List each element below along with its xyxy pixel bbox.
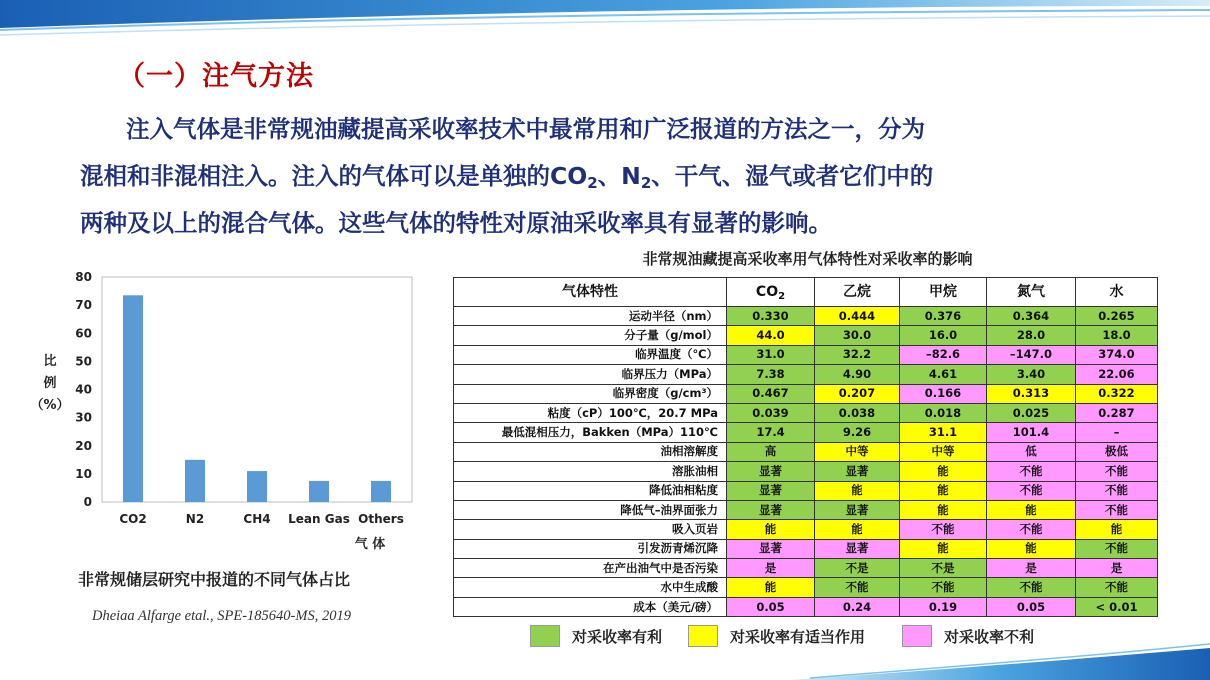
cell-water: 是 [1076, 559, 1158, 578]
bar-co2 [123, 295, 143, 502]
cell-ethane: 显著 [815, 539, 900, 558]
cell-nitrogen: 低 [987, 442, 1076, 461]
cell-water: 18.0 [1076, 326, 1158, 345]
header-water: 水 [1076, 278, 1158, 307]
cell-ethane: 中等 [815, 442, 900, 461]
header-nitrogen: 氮气 [987, 278, 1076, 307]
table-row [454, 307, 1158, 326]
table-row [454, 462, 1158, 481]
row-label: 在产出油气中是否污染 [454, 559, 727, 578]
cell-methane: 0.166 [900, 384, 987, 403]
cell-co2: 是 [727, 559, 815, 578]
y-tick-label: 60 [75, 326, 92, 341]
cell-ethane: 能 [815, 481, 900, 500]
cell-methane: 能 [900, 500, 987, 519]
cell-water: 22.06 [1076, 365, 1158, 384]
bar-n2 [185, 460, 205, 502]
cell-water: 不能 [1076, 539, 1158, 558]
chart-caption: 非常规储层研究中报道的不同气体占比 [78, 570, 351, 589]
bar-others [371, 481, 391, 502]
table-row [454, 520, 1158, 539]
cell-co2: 能 [727, 578, 815, 597]
cell-methane: –82.6 [900, 345, 987, 364]
cell-methane: 4.61 [900, 365, 987, 384]
row-label: 油相溶解度 [454, 442, 727, 461]
cell-nitrogen: 能 [987, 539, 1076, 558]
x-tick-label: N2 [185, 512, 205, 526]
cell-ethane: 9.26 [815, 423, 900, 442]
cell-ethane: 0.24 [815, 597, 900, 616]
bar-lean-gas [309, 481, 329, 502]
row-label: 降低油相粘度 [454, 481, 727, 500]
y-axis-label: （%） [30, 398, 70, 413]
y-tick-label: 10 [75, 466, 92, 481]
n2-subscript: 2 [640, 174, 652, 192]
bar-ch4 [247, 471, 267, 502]
cell-ethane: 32.2 [815, 345, 900, 364]
y-axis-label: 例 [43, 376, 57, 391]
cell-co2: 7.38 [727, 365, 815, 384]
header-co2-main: CO [755, 283, 779, 300]
cell-methane: 不能 [900, 578, 987, 597]
cell-water: – [1076, 423, 1158, 442]
table-row [454, 423, 1158, 442]
header-property: 气体特性 [454, 278, 727, 307]
cell-co2: 0.467 [727, 384, 815, 403]
cell-ethane: 显著 [815, 462, 900, 481]
co2-subscript: 2 [587, 174, 598, 192]
legend-yellow-swatch [688, 625, 718, 647]
table-row [454, 326, 1158, 345]
cell-nitrogen: 不能 [987, 578, 1076, 597]
row-label: 水中生成酸 [454, 578, 727, 597]
cell-ethane: 0.207 [815, 384, 900, 403]
cell-ethane: 不是 [815, 559, 900, 578]
paragraph-line-2-part-c: 、干气、湿气或者它们中的 [651, 162, 934, 190]
legend-unfavorable-label: 对采收率不利 [944, 627, 1035, 646]
row-label: 最低混相压力，Bakken（MPa）110℃ [454, 423, 727, 442]
gas-share-bar-chart [30, 265, 430, 560]
section-heading: （一）注气方法 [118, 61, 314, 92]
cell-water: 不能 [1076, 462, 1158, 481]
legend-favorable [530, 625, 662, 647]
table-row [454, 403, 1158, 422]
cell-co2: 显著 [727, 500, 815, 519]
cell-co2: 显著 [727, 462, 815, 481]
legend-pink-swatch [902, 625, 932, 647]
table-row [454, 384, 1158, 403]
row-label: 降低气–油界面张力 [454, 500, 727, 519]
row-label: 成本（美元/磅） [454, 597, 727, 616]
citation: Dheiaa Alfarge etal., SPE-185640-MS, 2019 [92, 608, 351, 624]
cell-ethane: 0.444 [815, 307, 900, 326]
y-tick-label: 30 [75, 410, 92, 425]
intro-paragraph [80, 106, 1160, 247]
x-tick-label: Others [358, 512, 404, 526]
cell-water: 374.0 [1076, 345, 1158, 364]
cell-ethane: 不能 [815, 578, 900, 597]
cell-co2: 17.4 [727, 423, 815, 442]
plot-area-frame [102, 277, 412, 502]
row-label: 引发沥青烯沉降 [454, 539, 727, 558]
cell-water: 不能 [1076, 500, 1158, 519]
cell-methane: 不能 [900, 520, 987, 539]
legend-green-swatch [530, 625, 560, 647]
cell-nitrogen: 不能 [987, 481, 1076, 500]
cell-methane: 不是 [900, 559, 987, 578]
cell-ethane: 能 [815, 520, 900, 539]
cell-nitrogen: 0.025 [987, 403, 1076, 422]
legend-unfavorable [902, 625, 1034, 647]
cell-ethane: 显著 [815, 500, 900, 519]
cell-co2: 显著 [727, 539, 815, 558]
table-row [454, 481, 1158, 500]
table-row [454, 597, 1158, 616]
paragraph-line-1: 注入气体是非常规油藏提高采收率技术中最常用和广泛报道的方法之一，分为 [126, 115, 925, 143]
table-header-row [454, 278, 1158, 307]
cell-water: 极低 [1076, 442, 1158, 461]
x-tick-label: Lean Gas [288, 512, 350, 526]
legend-favorable-label: 对采收率有利 [572, 627, 663, 646]
row-label: 吸入页岩 [454, 520, 727, 539]
x-tick-label: CO2 [119, 512, 147, 526]
cell-water: 能 [1076, 520, 1158, 539]
gas-properties-table [453, 277, 1158, 617]
cell-methane: 0.376 [900, 307, 987, 326]
paragraph-line-3: 两种及以上的混合气体。这些气体的特性对原油采收率具有显著的影响。 [80, 209, 832, 237]
cell-methane: 0.018 [900, 403, 987, 422]
cell-ethane: 4.90 [815, 365, 900, 384]
cell-nitrogen: 不能 [987, 520, 1076, 539]
row-label: 临界密度（g/cm³） [454, 384, 727, 403]
table-row [454, 345, 1158, 364]
cell-water: 不能 [1076, 578, 1158, 597]
row-label: 分子量（g/mol） [454, 326, 727, 345]
header-co2-sub: 2 [778, 290, 786, 302]
cell-nitrogen: –147.0 [987, 345, 1076, 364]
header-ethane: 乙烷 [815, 278, 900, 307]
cell-water: 0.265 [1076, 307, 1158, 326]
paragraph-line-2-part-b: 、N [597, 162, 641, 190]
cell-nitrogen: 101.4 [987, 423, 1076, 442]
row-label: 运动半径（nm） [454, 307, 727, 326]
cell-co2: 能 [727, 520, 815, 539]
y-tick-label: 0 [83, 495, 92, 509]
y-tick-label: 80 [75, 270, 92, 284]
cell-nitrogen: 0.05 [987, 597, 1076, 616]
cell-nitrogen: 0.364 [987, 307, 1076, 326]
cell-water: 不能 [1076, 481, 1158, 500]
cell-co2: 31.0 [727, 345, 815, 364]
cell-methane: 能 [900, 481, 987, 500]
cell-methane: 能 [900, 539, 987, 558]
table-title: 非常规油藏提高采收率用气体特性对采收率的影响 [642, 250, 973, 268]
row-label: 粘度（cP）100℃，20.7 MPa [454, 403, 727, 422]
cell-water: 0.322 [1076, 384, 1158, 403]
x-tick-label: CH4 [243, 512, 271, 526]
cell-co2: 显著 [727, 481, 815, 500]
cell-ethane: 0.038 [815, 403, 900, 422]
cell-methane: 中等 [900, 442, 987, 461]
y-tick-label: 70 [75, 298, 92, 313]
cell-methane: 31.1 [900, 423, 987, 442]
legend-moderate-label: 对采收率有适当作用 [730, 627, 866, 646]
y-tick-label: 50 [75, 354, 92, 369]
legend-moderate [688, 625, 865, 647]
table-row [454, 365, 1158, 384]
cell-co2: 0.05 [727, 597, 815, 616]
row-label: 临界温度（℃） [454, 345, 727, 364]
row-label: 临界压力（MPa） [454, 365, 727, 384]
cell-co2: 高 [727, 442, 815, 461]
cell-nitrogen: 能 [987, 500, 1076, 519]
cell-co2: 44.0 [727, 326, 815, 345]
y-tick-label: 40 [75, 382, 92, 397]
cell-nitrogen: 28.0 [987, 326, 1076, 345]
table-row [454, 500, 1158, 519]
cell-methane: 0.19 [900, 597, 987, 616]
paragraph-line-2-part-a: 混相和非混相注入。注入的气体可以是单独的CO [80, 162, 588, 190]
top-wave-decoration [0, 0, 1210, 40]
table-row [454, 539, 1158, 558]
paragraph-line-2 [80, 153, 1160, 200]
cell-water: < 0.01 [1076, 597, 1158, 616]
cell-methane: 16.0 [900, 326, 987, 345]
cell-nitrogen: 3.40 [987, 365, 1076, 384]
header-co2 [727, 278, 815, 307]
cell-ethane: 30.0 [815, 326, 900, 345]
cell-co2: 0.039 [727, 403, 815, 422]
y-axis-label: 比 [43, 354, 57, 369]
cell-nitrogen: 不能 [987, 462, 1076, 481]
cell-methane: 能 [900, 462, 987, 481]
cell-nitrogen: 是 [987, 559, 1076, 578]
table-row [454, 442, 1158, 461]
cell-water: 0.287 [1076, 403, 1158, 422]
row-label: 溶胀油相 [454, 462, 727, 481]
cell-co2: 0.330 [727, 307, 815, 326]
x-axis-label: 气 体 [354, 537, 386, 552]
table-row [454, 559, 1158, 578]
y-tick-label: 20 [75, 438, 92, 453]
table-row [454, 578, 1158, 597]
header-methane: 甲烷 [900, 278, 987, 307]
cell-nitrogen: 0.313 [987, 384, 1076, 403]
